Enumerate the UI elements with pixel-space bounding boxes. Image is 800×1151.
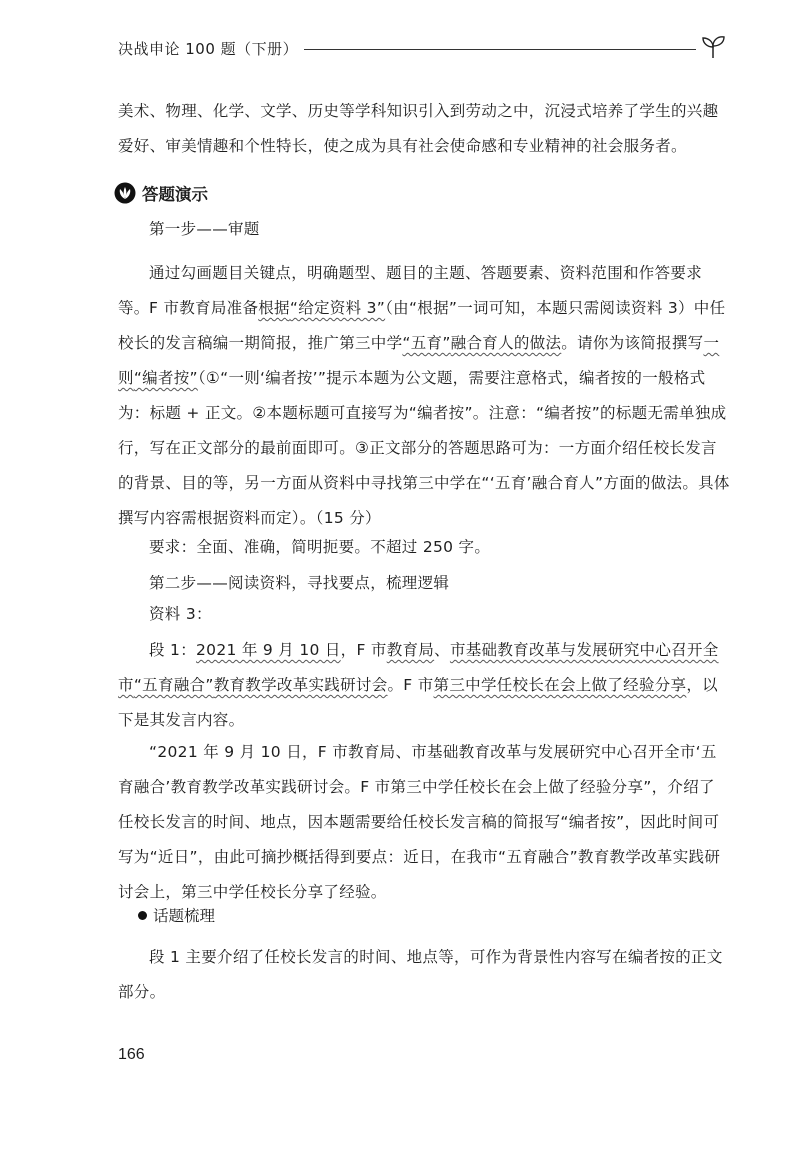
keyword: 2021 年 9 月 10 日 (196, 641, 341, 659)
keyword: 教育局 (386, 641, 435, 659)
keyword: “编者按” (133, 369, 198, 387)
topic-heading (138, 904, 215, 926)
step2-title: 第二步——阅读资料，寻找要点，梳理逻辑 (149, 574, 450, 592)
topic-paragraph: 段 1 主要介绍了任校长发言的时间、地点等，可作为背景性内容写在编者按的正文部分。 (118, 948, 723, 1001)
analysis-paragraph: “2021 年 9 月 10 日，F 市教育局、市基础教育改革与发展研究中心召开全市‘五育融合’教育教学改革实践研讨会。F 市第三中学任校长在会上做了经验分享”，介绍了任校长发言的时间、地点，因本题需要给任校长发言稿的简报写“编者按”，因此时间可写为“近日”，由此可摘抄概括得到要点：近日，在我市“五育融合”教育教学改革实践研讨会上，第三中学任校长分享了经验。 (118, 743, 721, 901)
step1-title: 第一步——审题 (149, 220, 260, 238)
lotus-icon (114, 182, 136, 204)
keyword: “给定资料 3” (289, 299, 386, 317)
keyword: 融合育人的做法 (450, 334, 562, 352)
keyword: 教育教学改革实践研讨会 (213, 676, 388, 694)
material-label: 资料 3： (149, 605, 212, 623)
keyword: “五育融合” (133, 676, 214, 694)
requirement: 要求：全面、准确，简明扼要。不超过 250 字。 (149, 538, 491, 556)
keyword: 一则 (118, 334, 720, 387)
material-paragraph: 段 1：2021 年 9 月 10 日，F 市教育局、市基础教育改革与发展研究中心召开全市“五育融合”教育教学改革实践研讨会。F 市第三中学任校长在会上做了经验分享，以下是其发言内容。 (118, 641, 719, 729)
header-title: 决战申论 100 题（下册） (118, 38, 304, 59)
topic-title: 话题梳理 (153, 907, 216, 925)
page-number: 166 (118, 1046, 145, 1063)
header-rule (298, 49, 696, 50)
keyword: 第三中学任校长在会上做了经验分享 (433, 676, 687, 694)
step1-desc: 通过勾画题目关键点，明确题型、题目的主题、答题要素、资料范围和作答要求等。 (118, 264, 703, 317)
keyword: 市基础教育改革与发展研究中心召开全市 (118, 641, 719, 694)
section-title: 答题演示 (142, 185, 208, 204)
sprout-icon (698, 34, 728, 60)
running-header (118, 36, 730, 62)
keyword: “五育” (402, 334, 451, 352)
section-heading (114, 181, 208, 205)
bullet-icon (138, 911, 147, 920)
intro-paragraph: 美术、物理、化学、文学、历史等学科知识引入到劳动之中，沉浸式培养了学生的兴趣爱好、审美情趣和个性特长，使之成为具有社会使命感和专业精神的社会服务者。 (118, 102, 719, 155)
question-paragraph: F 市教育局准备根据“给定资料 3”（由“根据”一词可知，本题只需阅读资料 3）中任校长的发言稿编一期简报，推广第三中学“五育”融合育人的做法。请你为该简报撰写一则“编者按”（①“一则‘编者按’”提示本题为公文题，需要注意格式，编者按的一般格式为：标题 + 正文。②本题标题可直接写为“编者按”。注意：“编者按”的标题无需单独成行，写在正文部分的最前面即可。③正文部分的答题思路可为：一方面介绍任校长发言的背景、目的等，另一方面从资料中寻找第三中学在“‘五育’融合育人”方面的做法。具体撰写内容需根据资料而定）。（15 分） (118, 299, 730, 527)
keyword: 根据 (258, 299, 290, 317)
